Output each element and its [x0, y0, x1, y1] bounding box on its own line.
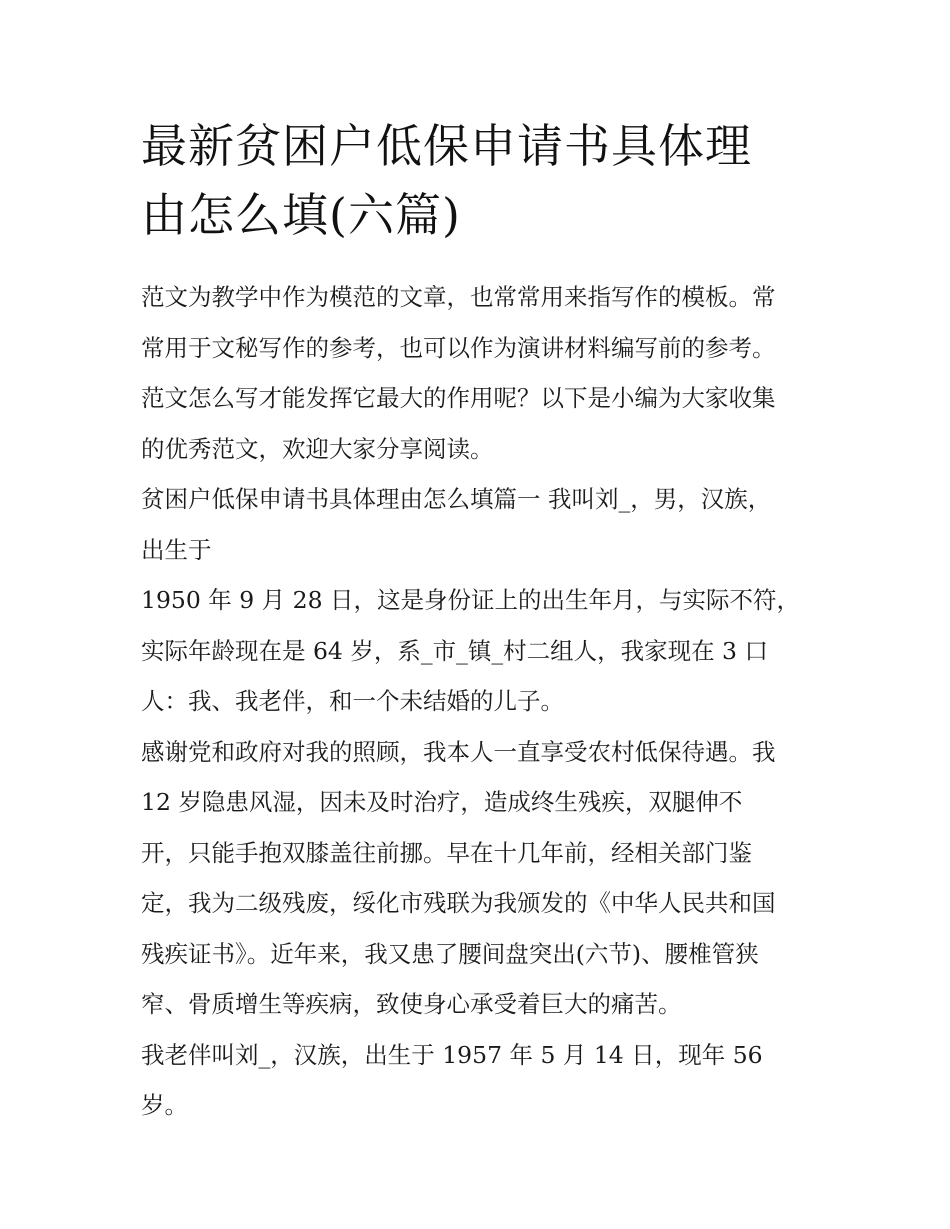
body-line: 窄、骨质增生等疾病，致使身心承受着巨大的痛苦。: [141, 990, 682, 1018]
body-line: 残疾证书》。近年来，我又患了腰间盘突出(六节)、腰椎管狭: [141, 939, 759, 968]
body-line: 感谢党和政府对我的照顾，我本人一直享受农村低保待遇。我: [141, 737, 776, 766]
body-line: 实际年龄现在是 64 岁，系_市_镇_村二组人，我家现在 3 口: [141, 636, 768, 665]
body-line: 我老伴叫刘_，汉族，出生于 1957 年 5 月 14 日，现年 56 岁。: [141, 1040, 763, 1119]
document-title: [141, 112, 813, 250]
body-line: 1950 年 9 月 28 日，这是身份证上的出生年月，与实际不符，: [141, 586, 801, 614]
document-body: [141, 272, 813, 1131]
body-line: 范文为教学中作为模范的文章，也常常用来指写作的模板。常: [141, 283, 776, 311]
body-line: 人：我、我老伴，和一个未结婚的儿子。: [141, 687, 564, 715]
body-line: 常用于文秘写作的参考，也可以作为演讲材料编写前的参考。: [141, 333, 776, 362]
body-line: 范文怎么写才能发挥它最大的作用呢？以下是小编为大家收集: [141, 384, 776, 412]
title-line: 最新贫困户低保申请书具体理: [141, 119, 752, 173]
body-line: 定，我为二级残废，绥化市残联为我颁发的《中华人民共和国: [141, 889, 776, 917]
body-line: 开，只能手抱双膝盖往前挪。早在十几年前，经相关部门鉴: [141, 838, 752, 867]
body-line: 出生于: [141, 535, 212, 564]
body-line: 贫困户低保申请书具体理由怎么填篇一 我叫刘_，男，汉族，: [141, 485, 772, 513]
title-line: 由怎么填(六篇): [141, 188, 461, 242]
document-page: [141, 112, 813, 1131]
body-line: 12 岁隐患风湿，因未及时治疗，造成终生残疾，双腿伸不: [141, 788, 743, 816]
body-line: 的优秀范文，欢迎大家分享阅读。: [141, 434, 494, 463]
